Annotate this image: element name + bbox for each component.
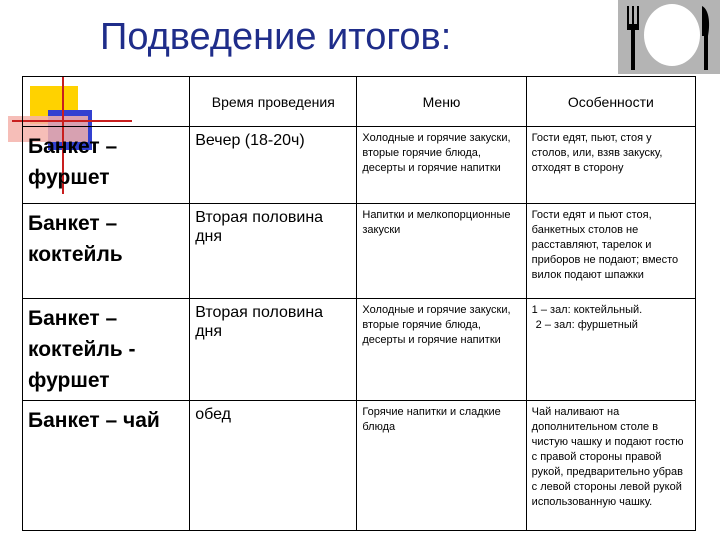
row-time: обед (190, 401, 357, 531)
table-row (23, 127, 696, 204)
knife-icon (700, 6, 712, 70)
row-menu: Горячие напитки и сладкие блюда (357, 401, 526, 531)
plate-icon (644, 4, 700, 66)
header-time: Время проведения (190, 77, 357, 127)
row-name: Банкет – чай (23, 401, 190, 531)
features-line: 1 – зал: коктейльный. (531, 304, 643, 316)
row-name: Банкет – коктейль (23, 204, 190, 299)
row-menu: Холодные и горячие закуски, вторые горячие блюда, десерты и горячие напитки (357, 127, 526, 204)
row-name: Банкет – фуршет (23, 127, 190, 204)
row-features: Гости едят, пьют, стоя у столов, или, взяв закуску, отходят в сторону (526, 127, 695, 204)
row-menu: Напитки и мелкопорционные закуски (357, 204, 526, 299)
row-time: Вторая половина дня (190, 299, 357, 401)
table-row (23, 401, 696, 531)
row-features: Гости едят и пьют стоя, банкетных столов не расставляют, тарелок и приборов не подают; вместо вилок подают шпажки (526, 204, 695, 299)
row-menu: Холодные и горячие закуски, вторые горячие блюда, десерты и горячие напитки (357, 299, 526, 401)
header-menu: Меню (357, 77, 526, 127)
banquet-table (22, 76, 696, 531)
row-features: Чай наливают на дополнительном столе в чистую чашку и подают гостю с правой стороны правой рукой, предварительно убрав с левой стороны левой рукой использованную чашку. (526, 401, 695, 531)
row-time: Вечер (18-20ч) (190, 127, 357, 204)
table-row (23, 204, 696, 299)
fork-icon (626, 6, 640, 70)
table-row (23, 299, 696, 401)
slide-title: Подведение итогов: (100, 16, 452, 58)
row-time: Вторая половина дня (190, 204, 357, 299)
row-name: Банкет – коктейль - фуршет (23, 299, 190, 401)
header-features: Особенности (526, 77, 695, 127)
table-header-row (23, 77, 696, 127)
features-line: 2 – зал: фуршетный (535, 319, 638, 331)
plate-with-fork-and-knife-icon (618, 0, 720, 74)
row-features (526, 299, 695, 401)
header-name (23, 77, 190, 127)
